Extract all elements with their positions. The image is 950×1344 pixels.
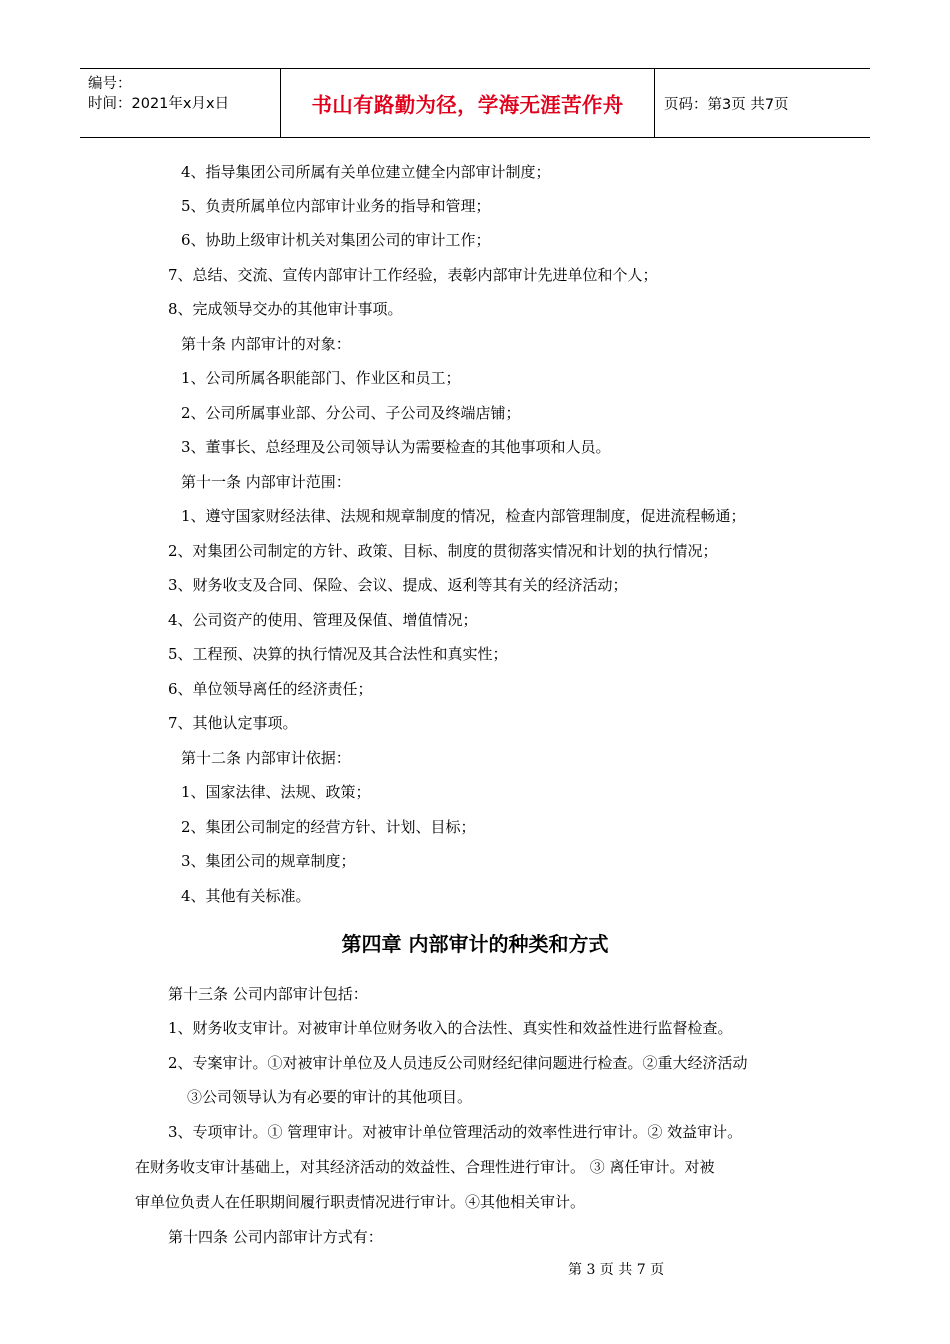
page-footer: 第 3 页 共 7 页 (568, 1262, 665, 1278)
list-item: 1、财务收支审计。对被审计单位财务收入的合法性、真实性和效益性进行监督检查。 (168, 1019, 733, 1037)
header-motto: 书山有路勤为径，学海无涯苦作舟 (281, 69, 655, 137)
page-header (80, 68, 870, 138)
article-heading: 第十条 内部审计的对象： (181, 335, 351, 353)
list-item: 7、其他认定事项。 (168, 714, 298, 732)
header-meta (80, 69, 281, 137)
article-heading: 第十三条 公司内部审计包括： (168, 985, 368, 1003)
list-item: 2、集团公司制定的经营方针、计划、目标； (181, 818, 476, 836)
paragraph-line: 在财务收支审计基础上，对其经济活动的效益性、合理性进行审计。 ③ 离任审计。对被 (135, 1158, 715, 1176)
list-item: 8、完成领导交办的其他审计事项。 (168, 300, 403, 318)
list-item: 3、董事长、总经理及公司领导认为需要检查的其他事项和人员。 (181, 438, 611, 456)
list-item: 2、对集团公司制定的方针、政策、目标、制度的贯彻落实情况和计划的执行情况； (168, 542, 718, 560)
list-item: 6、单位领导离任的经济责任； (168, 680, 373, 698)
list-item: ③公司领导认为有必要的审计的其他项目。 (187, 1088, 473, 1106)
list-item: 6、协助上级审计机关对集团公司的审计工作； (181, 231, 491, 249)
list-item: 5、负责所属单位内部审计业务的指导和管理； (181, 197, 491, 215)
list-item: 1、公司所属各职能部门、作业区和员工； (181, 369, 461, 387)
list-item: 1、遵守国家财经法律、法规和规章制度的情况，检查内部管理制度，促进流程畅通； (181, 507, 746, 525)
list-item: 3、集团公司的规章制度； (181, 852, 356, 870)
list-item: 4、公司资产的使用、管理及保值、增值情况； (168, 611, 478, 629)
list-item: 3、专项审计。① 管理审计。对被审计单位管理活动的效率性进行审计。② 效益审计。 (168, 1123, 743, 1141)
list-item: 1、国家法律、法规、政策； (181, 783, 371, 801)
chapter-title: 第四章 内部审计的种类和方式 (341, 932, 609, 956)
list-item: 3、财务收支及合同、保险、会议、提成、返利等其有关的经济活动； (168, 576, 628, 594)
document-number-label: 编号： (88, 76, 132, 92)
header-page-number: 页码：第3页 共7页 (664, 96, 789, 113)
document-date: 时间：2021年x月x日 (88, 96, 230, 112)
list-item: 7、总结、交流、宣传内部审计工作经验，表彰内部审计先进单位和个人； (168, 266, 658, 284)
list-item: 4、指导集团公司所属有关单位建立健全内部审计制度； (181, 163, 551, 181)
article-heading: 第十四条 公司内部审计方式有： (168, 1228, 383, 1246)
article-heading: 第十一条 内部审计范围： (181, 473, 351, 491)
list-item: 4、其他有关标准。 (181, 887, 311, 905)
list-item: 2、专案审计。①对被审计单位及人员违反公司财经纪律问题进行检查。②重大经济活动 (168, 1054, 748, 1072)
paragraph-line: 审单位负责人在任职期间履行职责情况进行审计。④其他相关审计。 (135, 1193, 586, 1211)
list-item: 5、工程预、决算的执行情况及其合法性和真实性； (168, 645, 508, 663)
list-item: 2、公司所属事业部、分公司、子公司及终端店铺； (181, 404, 521, 422)
article-heading: 第十二条 内部审计依据： (181, 749, 351, 767)
